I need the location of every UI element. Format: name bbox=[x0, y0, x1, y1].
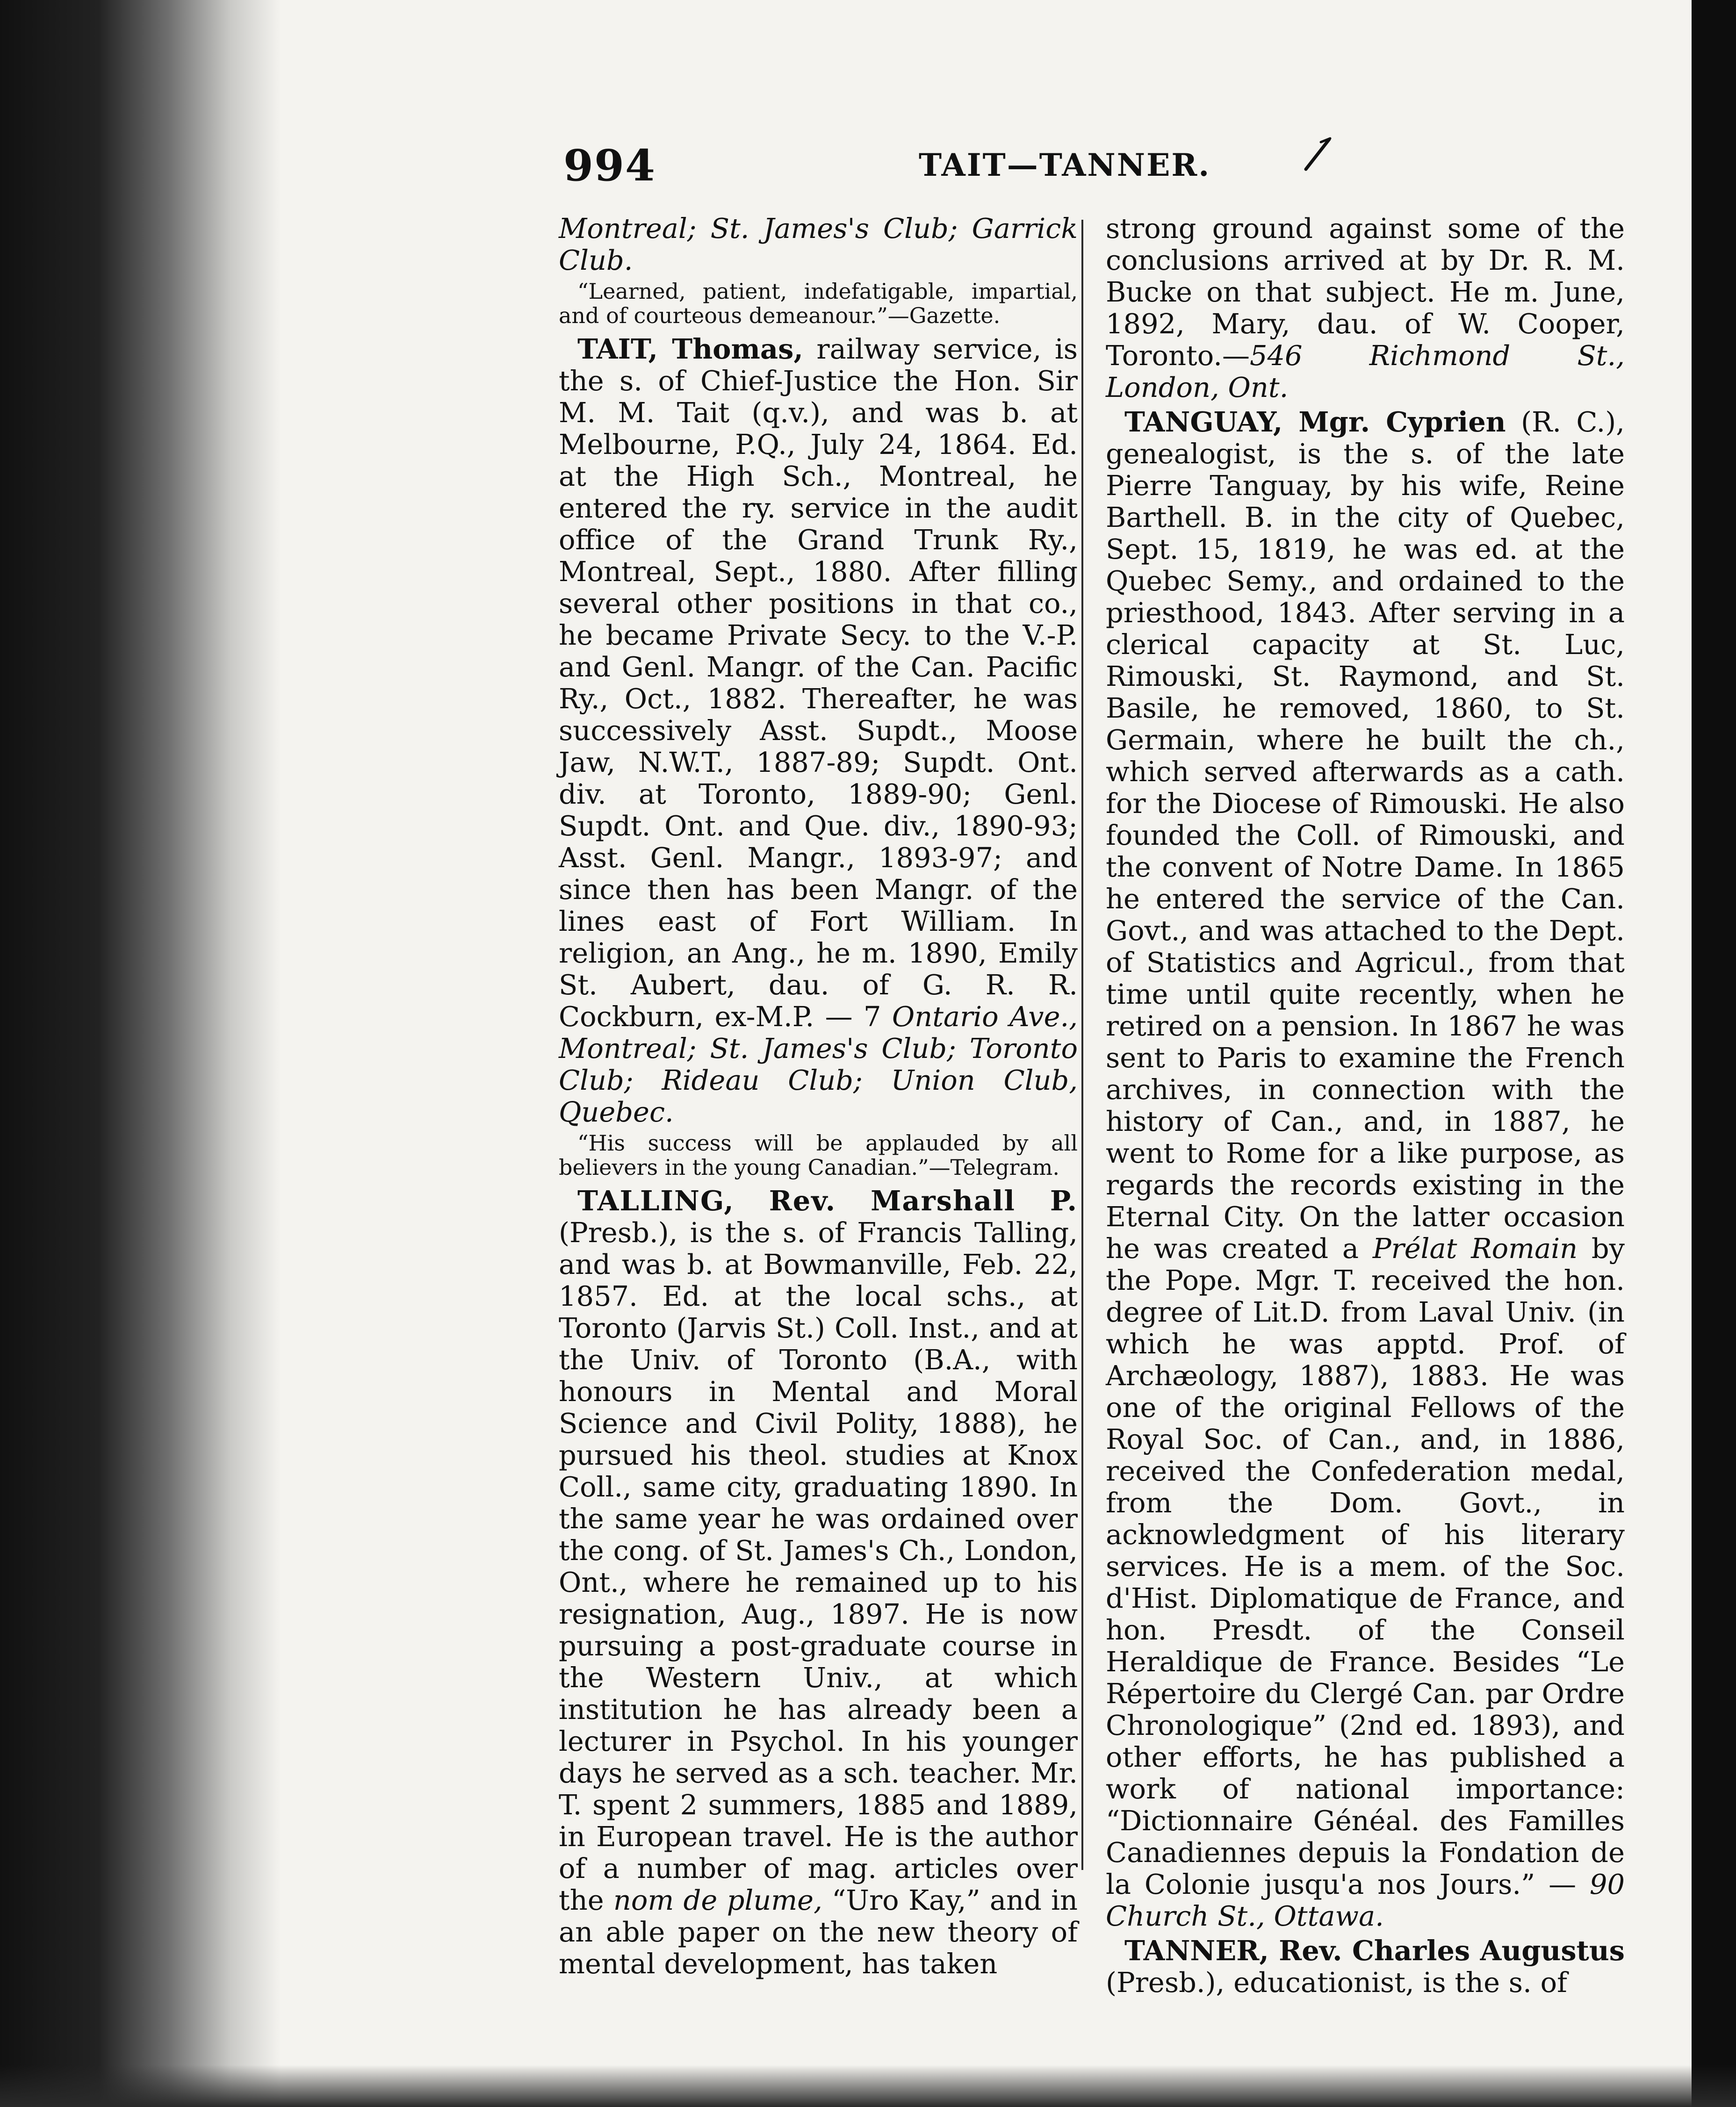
left-column bbox=[559, 212, 1078, 1980]
entry-pen-name-label: nom de plume, bbox=[613, 1884, 822, 1916]
entry-name-tanner: TANNER, Rev. Charles Augustus bbox=[1124, 1934, 1625, 1967]
entry-talling bbox=[559, 1185, 1078, 1980]
continued-address: 546 Richmond St., London, Ont. bbox=[1106, 339, 1625, 403]
column-divider bbox=[1081, 220, 1083, 1870]
entry-body-tait: railway service, is the s. of Chief-Justice the Hon. Sir M. M. Tait (q.v.), and was b. at Melbourne, P.Q., July 24, 1864. Ed. at the High Sch., Montreal, he entered the ry. service in the audit office of the Grand Trunk Ry., Montreal, Sept., 1880. After filling several other positions in that co., he became Private Secy. to the V.-P. and Genl. Mangr. of the Can. Pacific Ry., Oct., 1882. Thereafter, he was successively Asst. Supdt., Moose Jaw, N.W.T., 1887-89; Supdt. Ont. div. at Toronto, 1889-90; Genl. Supdt. Ont. and Que. div., 1890-93; Asst. Genl. Mangr., 1893-97; and since then has been Mangr. of the lines east of Fort William. In religion, an Ang., he m. 1890, Emily St. Aubert, dau. of G. R. R. Cockburn, ex-M.P. — 7 bbox=[559, 333, 1078, 1033]
pen-mark-icon bbox=[1302, 136, 1335, 173]
entry-body-tanguay-end: by the Pope. Mgr. T. received the hon. degree of Lit.D. from Laval Univ. (in which he was apptd. Prof. of Archæology, 1887), 1883. He was one of the original Fellows of the Royal Soc. of Can., and, in 1886, received the Confederation medal, from the Dom. Govt., in acknowledgment of his literary services. He is a mem. of the Soc. d'Hist. Diplomatique de France, and hon. Presdt. of the Conseil Heraldique de France. Besides “Le Répertoire du Clergé Can. par Ordre Chronologique” (2nd ed. 1893), and other efforts, he has published a work of national importance: “Dictionnaire Généal. des Familles Canadiennes depuis la Fondation de la Colonie jusqu'a nos Jours.” — bbox=[1106, 1232, 1625, 1900]
continued-entry-right: strong ground against some of the conclusions arrived at by Dr. R. M. Bucke on that subject. He m. June, 1892, Mary, dau. of W. Cooper, Toronto.—546 Richmond St., London, Ont. bbox=[1106, 212, 1625, 403]
entry-name-tait: TAIT, Thomas, bbox=[577, 333, 803, 365]
entry-quote-tait: “His success will be applauded by all believers in the young Canadian.”—Telegram. bbox=[559, 1130, 1078, 1180]
page-header bbox=[563, 140, 1592, 196]
entry-tait bbox=[559, 333, 1078, 1128]
entry-tanguay bbox=[1106, 406, 1625, 1932]
entry-address-tanguay: 90 Church St., Ottawa. bbox=[1106, 1868, 1625, 1932]
scan-shadow-right bbox=[1692, 0, 1736, 2107]
entry-body-tanguay: (R. C.), genealogist, is the s. of the late Pierre Tanguay, by his wife, Reine Barthell. B. in the city of Quebec, Sept. 15, 1819, he was ed. at the Quebec Semy., and ordained to the priesthood, 1843. After serving in a clerical capacity at St. Luc, Rimouski, St. Raymond, and St. Basile, he removed, 1860, to St. Germain, where he built the ch., which served afterwards as a cath. for the Diocese of Rimouski. He also founded the Coll. of Rimouski, and the convent of Notre Dame. In 1865 he entered the service of the Can. Govt., and was attached to the Dept. of Statistics and Agricul., from that time until quite recently, when he retired on a pension. In 1867 he was sent to Paris to examine the French archives, in connection with the history of Can., and, in 1887, he went to Rome for a like purpose, as regards the records existing in the Eternal City. On the latter occasion he was created a bbox=[1106, 406, 1625, 1265]
entry-name-talling: TALLING, Rev. Marshall P. bbox=[577, 1185, 1078, 1217]
entry-body-talling: (Presb.), is the s. of Francis Talling, and was b. at Bowmanville, Feb. 22, 1857. Ed. at the local schs., at Toronto (Jarvis St.) Coll. Inst., and at the Univ. of Toronto (B.A., with honours in Mental and Moral Science and Civil Polity, 1888), he pursued his theol. studies at Knox Coll., same city, graduating 1890. In the same year he was ordained over the cong. of St. James's Ch., London, Ont., where he remained up to his resignation, Aug., 1897. He is now pursuing a post-graduate course in the Western Univ., at which institution he has already been a lecturer in Psychol. In his younger days he served as a sch. teacher. Mr. T. spent 2 summers, 1885 and 1889, in European travel. He is the author of a number of mag. articles over the bbox=[559, 1216, 1078, 1916]
entry-tanner bbox=[1106, 1935, 1625, 1999]
continued-entry-quote: “Learned, patient, indefatigable, impartial, and of courteous demeanour.”—Gazette. bbox=[559, 279, 1078, 328]
entry-address-tait: Ontario Ave., Montreal; St. James's Club; Toronto Club; Rideau Club; Union Club, Quebec. bbox=[559, 1000, 1078, 1128]
page-number: 994 bbox=[563, 140, 656, 191]
entry-title-term: Prélat Romain bbox=[1372, 1232, 1578, 1265]
running-head: TAIT—TANNER. bbox=[919, 147, 1211, 183]
entry-name-tanguay: TANGUAY, Mgr. Cyprien bbox=[1124, 406, 1506, 438]
continued-entry-text: Montreal; St. James's Club; Garrick Club. bbox=[559, 212, 1078, 276]
scan-shadow-bottom bbox=[0, 2065, 1736, 2107]
scan-shadow-left bbox=[0, 0, 281, 2107]
entry-body-talling-end: “Uro Kay,” and in an able paper on the new theory of mental development, has taken bbox=[559, 1884, 1078, 1980]
entry-body-tanner: (Presb.), educationist, is the s. of bbox=[1106, 1966, 1567, 1999]
right-column bbox=[1106, 212, 1625, 1999]
